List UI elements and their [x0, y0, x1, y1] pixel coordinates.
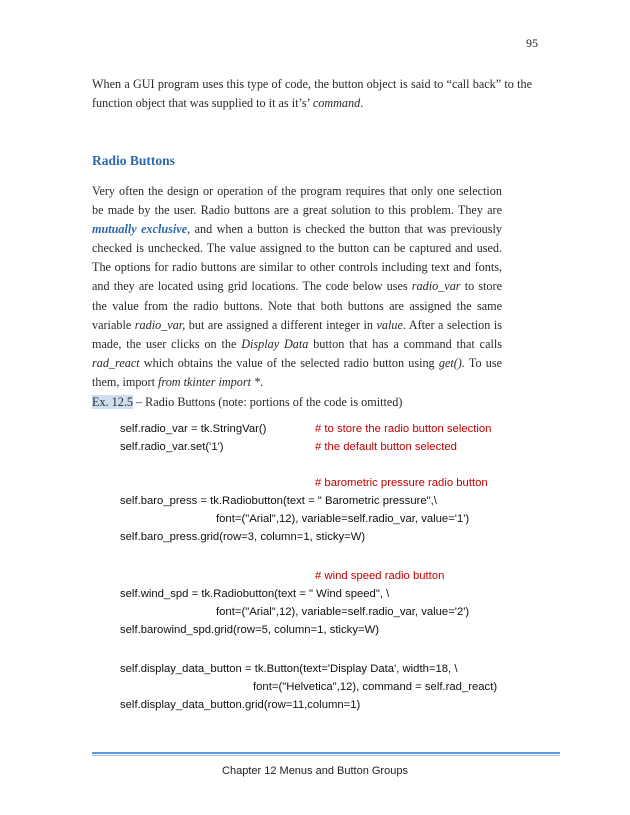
body-italic-4: Display Data — [241, 336, 309, 351]
code-line: self.baro_press = tk.Radiobutton(text = " Barometric pressure",\ — [120, 495, 437, 507]
body-text-6: button that has a command that calls — [308, 336, 502, 351]
code-line: self.baro_press.grid(row=3, column=1, sticky=W) — [120, 531, 366, 543]
example-caption-text: – Radio Buttons (note: portions of the code is omitted) — [132, 395, 403, 409]
code-line: font=("Helvetica",12), command = self.rad_react) — [253, 681, 498, 693]
intro-italic: command — [312, 96, 361, 111]
body-emphasis: mutually exclusive — [92, 222, 188, 237]
body-italic-3: value — [376, 317, 403, 332]
code-line: self.display_data_button = tk.Button(text='Display Data', width=18, \ — [120, 663, 458, 675]
body-italic-1: radio_var — [411, 279, 461, 294]
body-text-2: , and when a button is checked the button that was previously checked is unchecked. The value assigned to the button can be captured and used. The options for radio buttons are similar to other controls including text and fonts, and they are located using grid locations. The code below uses — [92, 222, 502, 294]
page-number: 95 — [526, 36, 538, 50]
code-comment: # to store the radio button selection — [315, 423, 492, 435]
code-comment: # wind speed radio button — [315, 570, 445, 582]
body-paragraph — [92, 182, 502, 392]
footer-rule — [92, 752, 560, 754]
body-text-3: to store the value from the radio buttons. Note that both buttons are assigned the same variable — [92, 279, 502, 332]
code-comment: # barometric pressure radio button — [315, 477, 488, 489]
body-text-1: Very often the design or operation of the program requires that only one selection be made by the user. Radio buttons are a great solution to this problem. They are — [92, 184, 502, 218]
footer-text: Chapter 12 Menus and Button Groups — [222, 765, 408, 777]
body-italic-6: get(). — [438, 355, 465, 370]
code-line: self.barowind_spd.grid(row=5, column=1, sticky=W) — [120, 624, 379, 636]
body-text-5: . After a selection is made, the user clicks on the — [92, 317, 503, 351]
example-caption — [92, 395, 402, 410]
body-italic-7: from tkinter import * — [158, 374, 261, 389]
code-comment: # the default button selected — [315, 441, 457, 453]
body-text-9: . — [260, 374, 264, 389]
body-text-8: To use them, import — [92, 355, 502, 389]
intro-paragraph — [92, 75, 532, 113]
body-text-7: which obtains the value of the selected radio button using — [139, 355, 439, 370]
body-italic-2: radio_var, — [134, 317, 186, 332]
code-line: font=("Arial",12), variable=self.radio_var, value='1') — [216, 513, 470, 525]
section-heading: Radio Buttons — [92, 153, 175, 168]
code-line: self.wind_spd = tk.Radiobutton(text = " Wind speed", \ — [120, 588, 390, 600]
intro-text: When a GUI program uses this type of code, the button object is said to “call back” to the function object that was supplied to it as it’s’ — [92, 77, 532, 111]
code-line: self.display_data_button.grid(row=11,column=1) — [120, 699, 361, 711]
body-text-4: but are assigned a different integer in — [185, 317, 377, 332]
code-line: self.radio_var.set('1') — [120, 441, 224, 453]
intro-end: . — [360, 96, 364, 111]
body-italic-5: rad_react — [92, 355, 140, 370]
code-line: font=("Arial",12), variable=self.radio_var, value='2') — [216, 606, 470, 618]
code-line: self.radio_var = tk.StringVar() — [120, 423, 267, 435]
example-label: Ex. 12.5 — [92, 395, 133, 409]
